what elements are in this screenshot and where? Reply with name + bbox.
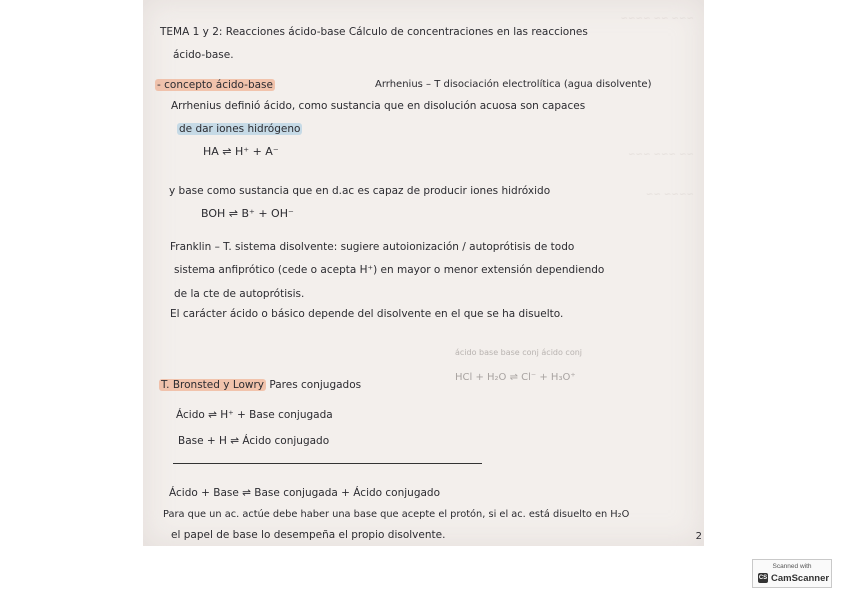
bronsted-overall-equation: Ácido + Base ⇌ Base conjugada + Ácido conjugado xyxy=(169,487,441,499)
franklin-line-1: Franklin – T. sistema disolvente: sugiere autoionización / autoprótisis de todo xyxy=(170,241,575,253)
franklin-line-3: de la cte de autoprótisis. xyxy=(174,288,305,300)
bleed-through-text: ~~ ~~~ ~~~ xyxy=(627,150,694,160)
base-definition-line: y base como sustancia que en d.ac es capaz de producir iones hidróxido xyxy=(169,185,551,197)
page-number: 2 xyxy=(695,531,702,542)
arrhenius-line-1: Arrhenius definió ácido, como sustancia que en disolución acuosa son capaces xyxy=(171,100,586,112)
watermark-top-text: Scanned with xyxy=(772,563,812,570)
arrhenius-line-2 xyxy=(177,124,302,135)
scanned-page xyxy=(143,0,704,546)
franklin-line-4: El carácter ácido o básico depende del disolvente en el que se ha disuelto. xyxy=(170,308,564,320)
bronsted-explanation-line-2: el papel de base lo desempeña el propio disolvente. xyxy=(171,529,446,541)
pares-conjugados-label: Pares conjugados xyxy=(269,379,362,391)
iones-hidrogeno-highlight: de dar iones hidrógeno xyxy=(179,123,301,135)
camscanner-logo-icon: CS xyxy=(758,575,768,581)
title-line-2: ácido-base. xyxy=(173,49,234,61)
concepto-highlight: - concepto ácido-base xyxy=(157,79,273,91)
watermark-name: CamScanner xyxy=(771,573,830,584)
bronsted-explanation-line-1: Para que un ac. actúe debe haber una base que acepte el protón, si el ac. está disuelto en H₂O xyxy=(163,509,630,520)
camscanner-watermark xyxy=(752,559,832,588)
base-dissociation-equation: BOH ⇌ B⁺ + OH⁻ xyxy=(201,207,294,220)
title-line-1: TEMA 1 y 2: Reacciones ácido-base Cálculo de concentraciones en las reacciones xyxy=(160,26,588,38)
arrhenius-definition: Arrhenius – T disociación electrolítica (agua disolvente) xyxy=(375,79,652,90)
section-heading-bronsted xyxy=(159,380,361,391)
faint-species-labels: ácido base base conj ácido conj xyxy=(455,348,583,357)
bleed-through-text: ~~~ ~~ ~~~~ xyxy=(620,14,694,24)
bronsted-base-equation: Base + H ⇌ Ácido conjugado xyxy=(178,435,330,447)
bleed-through-text: ~~~~ ~~ xyxy=(645,190,694,200)
franklin-line-2: sistema anfiprótico (cede o acepta H⁺) en mayor o menor extensión dependiendo xyxy=(174,264,605,276)
bronsted-acid-equation: Ácido ⇌ H⁺ + Base conjugada xyxy=(176,409,333,421)
bronsted-highlight: T. Bronsted y Lowry xyxy=(161,379,265,391)
section-heading-concepto xyxy=(155,80,275,91)
acid-dissociation-equation: HA ⇌ H⁺ + A⁻ xyxy=(203,145,279,158)
faint-hcl-equation: HCl + H₂O ⇌ Cl⁻ + H₃O⁺ xyxy=(455,372,576,383)
divider-line xyxy=(173,463,482,464)
